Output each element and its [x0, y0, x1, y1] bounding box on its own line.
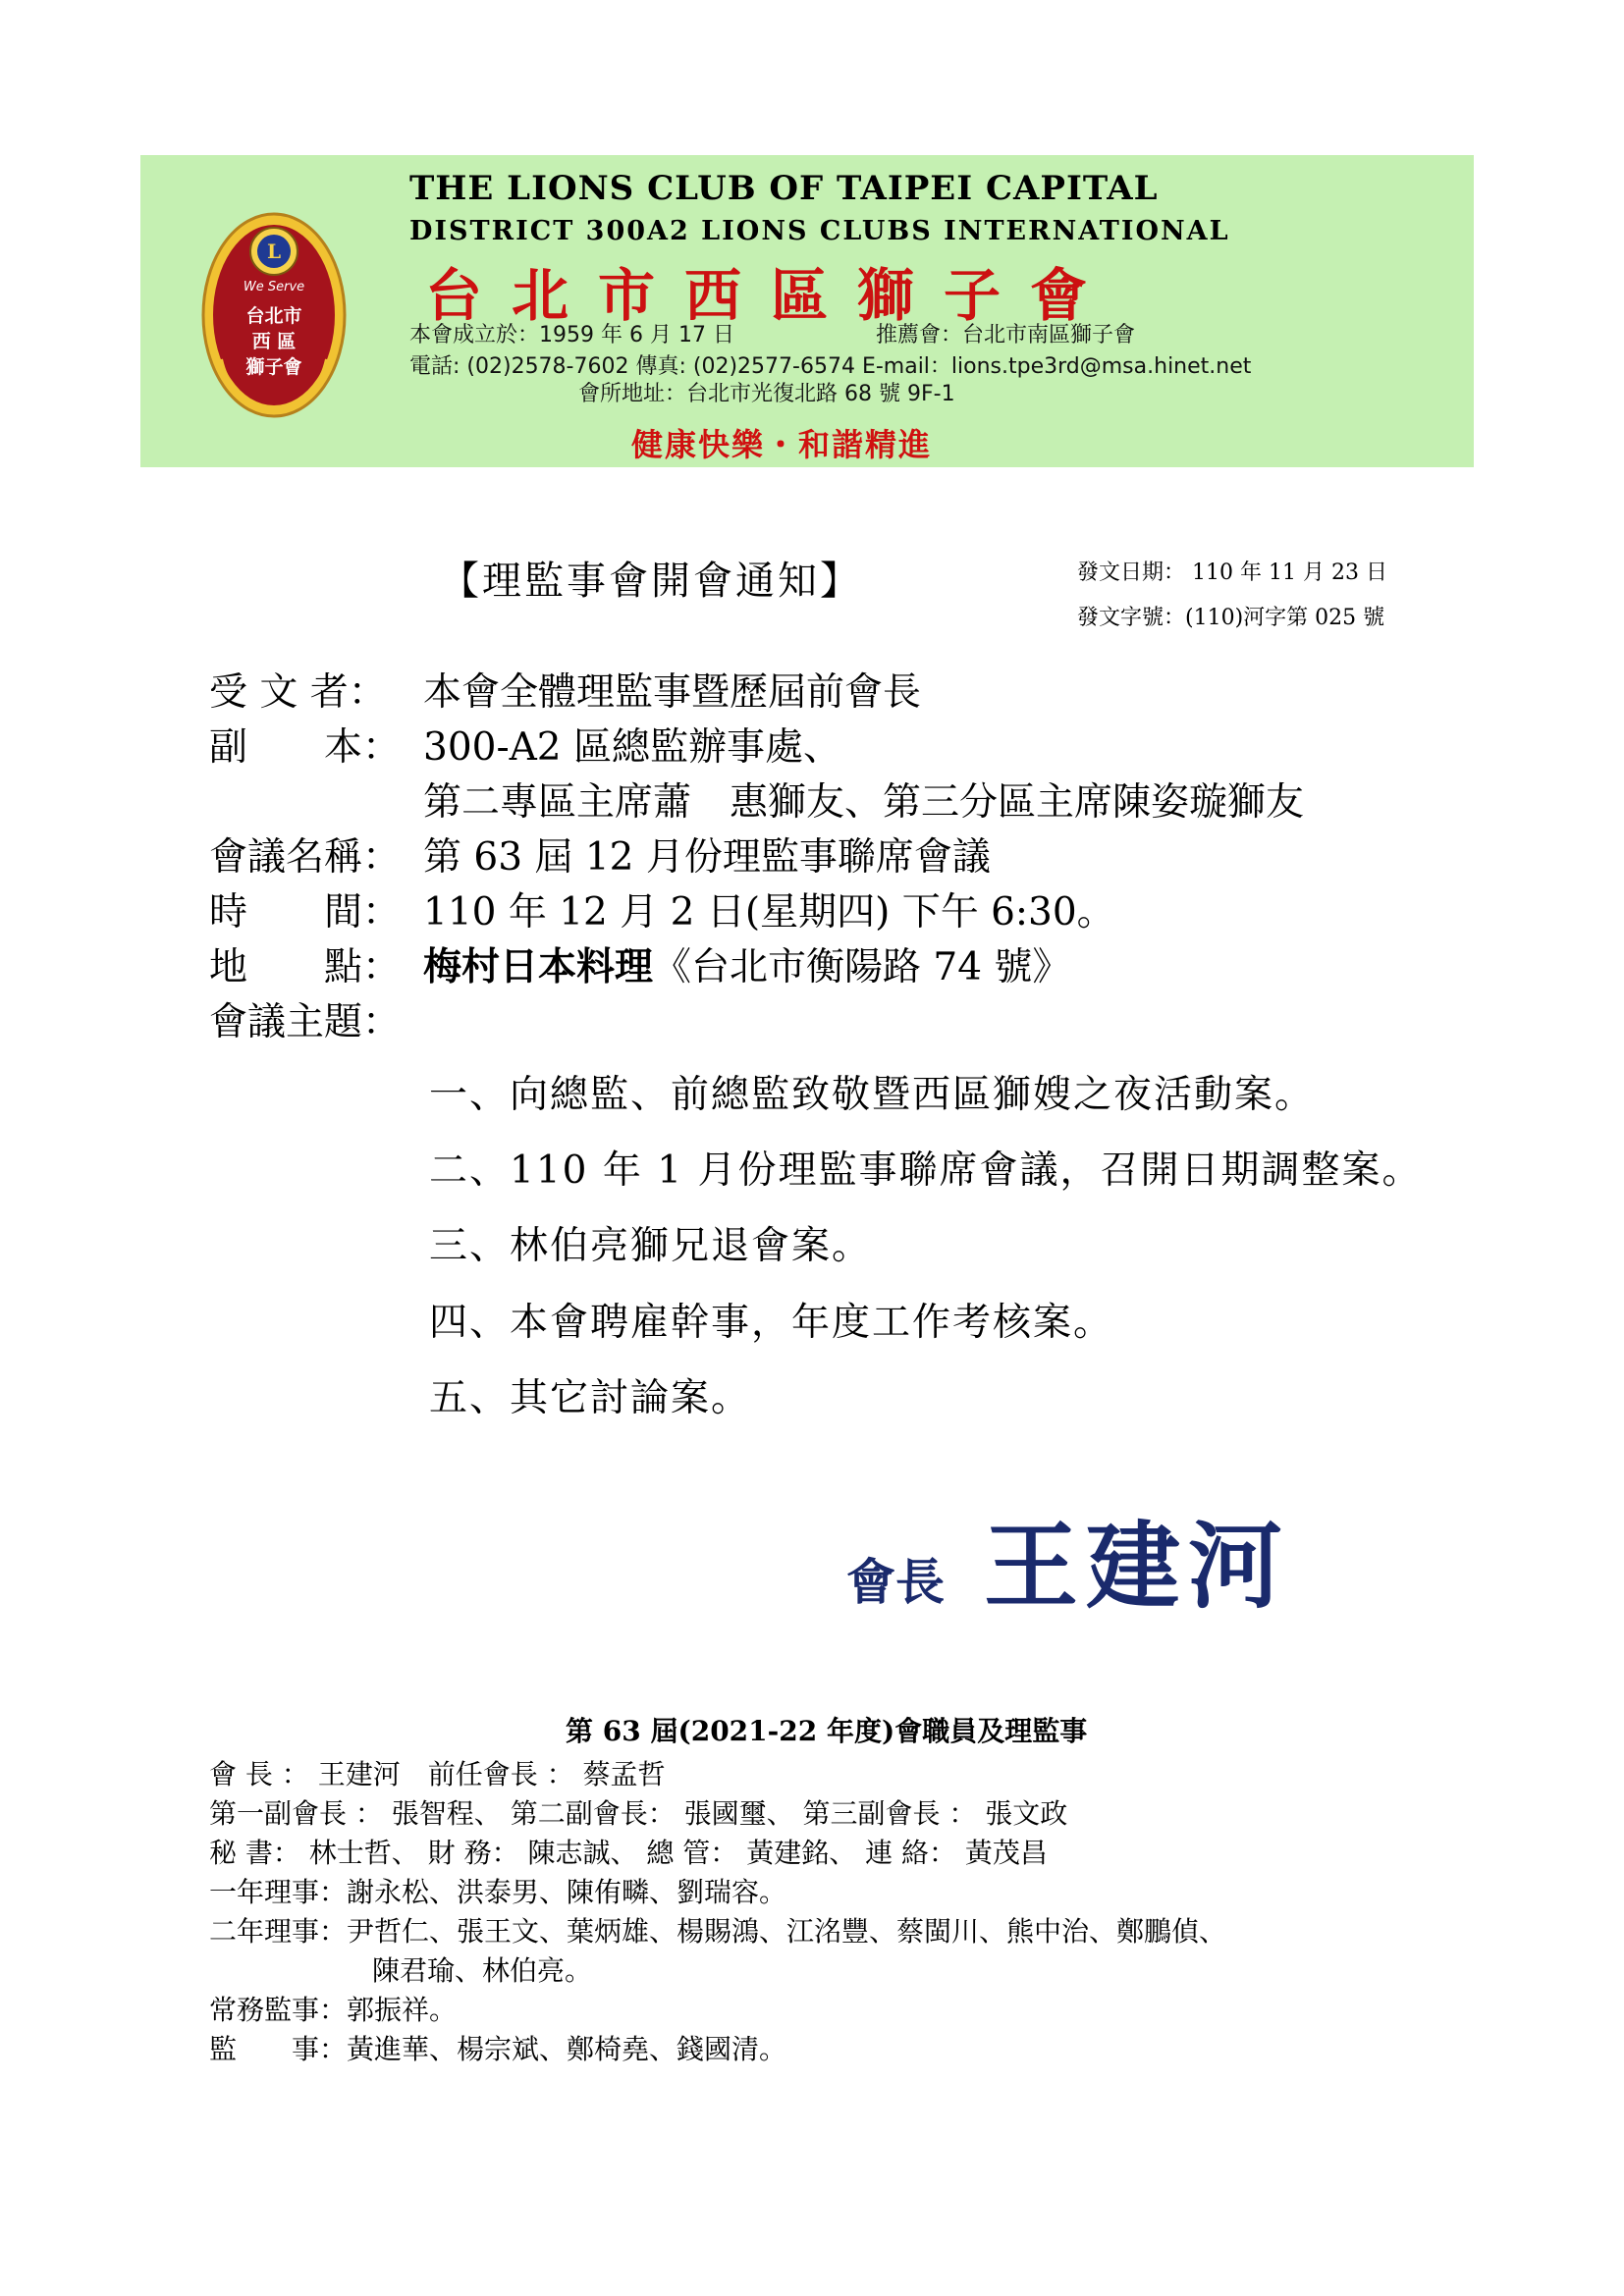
- sponsor-club: 推薦會：台北市南區獅子會: [876, 323, 1136, 347]
- contact-info: 電話: (02)2578-7602 傳真: (02)2577-6574 E-mail：lions.tpe3rd@msa.hinet.net: [409, 354, 1252, 379]
- club-chinese-name: 台北市西區獅子會: [425, 262, 1117, 329]
- topic-item: 二、110 年 1 月份理監事聯席會議，召開日期調整案。: [429, 1148, 1423, 1193]
- roster-line: 一年理事：謝永松、洪泰男、陳侑疄、劉瑞容。: [209, 1876, 787, 1908]
- founded-date: 本會成立於：1959 年 6 月 17 日: [409, 323, 734, 347]
- roster-line: 陳君瑜、林伯亮。: [372, 1954, 593, 1987]
- roster-line: 監 事：黃進華、楊宗斌、鄭椅堯、錢國清。: [209, 2033, 787, 2065]
- signature-title: 會長: [846, 1554, 945, 1611]
- place-row: [209, 936, 1070, 991]
- recipient-value: 本會全體理監事暨歷屆前會長: [423, 670, 922, 715]
- logo-serve-text: We Serve: [243, 280, 305, 294]
- copy-label: 副 本：: [209, 725, 402, 770]
- lions-club-logo: [201, 212, 347, 418]
- topic-item: 三、林伯亮獅兄退會案。: [429, 1224, 873, 1268]
- time-value: 110 年 12 月 2 日(星期四) 下午 6:30。: [423, 890, 1115, 934]
- recipient-label: 受 文 者：: [209, 670, 387, 715]
- time-label: 時 間：: [209, 890, 402, 934]
- topic-label: 會議主題：: [209, 1000, 402, 1044]
- meeting-row: [209, 827, 991, 881]
- logo-text-line: 獅子會: [245, 356, 302, 378]
- copy-value-2: 第二專區主席蕭 惠獅友、第三分區主席陳姿璇獅友: [423, 780, 1305, 825]
- roster-title: 第 63 屆(2021-22 年度)會職員及理監事: [566, 1715, 1088, 1747]
- signature-name: 王建河: [984, 1512, 1290, 1622]
- club-english-title: THE LIONS CLUB OF TAIPEI CAPITAL: [409, 169, 1159, 208]
- notice-title: 【理監事會開會通知】: [440, 559, 862, 604]
- place-address: 《台北市衡陽路 74 號》: [653, 945, 1071, 989]
- roster-line: 二年理事：尹哲仁、張王文、葉炳雄、楊賜鴻、江洺豐、蔡閩川、熊中治、鄭鵬偵、: [209, 1915, 1227, 1948]
- topic-row: [209, 991, 423, 1046]
- meeting-label: 會議名稱：: [209, 835, 402, 880]
- topic-item: 一、向總監、前總監致敬暨西區獅嫂之夜活動案。: [429, 1073, 1316, 1117]
- recipient-row: [209, 662, 921, 717]
- issue-number: 發文字號：(110)河字第 025 號: [1077, 606, 1385, 630]
- issue-date: 發文日期： 110 年 11 月 23 日: [1077, 561, 1387, 585]
- president-signature: [846, 1492, 1290, 1627]
- meeting-value: 第 63 屆 12 月份理監事聯席會議: [423, 835, 991, 880]
- club-address: 會所地址：台北市光復北路 68 號 9F-1: [578, 382, 955, 406]
- district-subtitle: DISTRICT 300A2 LIONS CLUBS INTERNATIONAL: [409, 216, 1230, 246]
- topic-item: 五、其它討論案。: [429, 1376, 752, 1420]
- topic-item: 四、本會聘雇幹事，年度工作考核案。: [429, 1301, 1114, 1345]
- place-label: 地 點：: [209, 945, 402, 989]
- roster-line: 秘 書： 林士哲、 財 務： 陳志誠、 總 管： 黃建銘、 連 絡： 黃茂昌: [209, 1837, 1048, 1869]
- roster-line: 常務監事：郭振祥。: [209, 1994, 458, 2026]
- logo-text-line: 西 區: [251, 331, 297, 352]
- club-motto: 健康快樂・和諧精進: [631, 426, 933, 463]
- roster-line: 會 長 ： 王建河 前任會長 ： 蔡孟哲: [209, 1758, 666, 1790]
- time-row: [209, 881, 1115, 936]
- copy-row: [209, 717, 841, 772]
- logo-letter: L: [266, 240, 282, 263]
- logo-text-line: 台北市: [245, 305, 302, 327]
- letterhead: [140, 155, 1474, 467]
- roster-line: 第一副會長 ： 張智程、 第二副會長： 張國璽、 第三副會長 ： 張文政: [209, 1797, 1068, 1830]
- place-venue: 梅村日本料理: [423, 944, 654, 989]
- copy-value-1: 300-A2 區總監辦事處、: [423, 725, 841, 770]
